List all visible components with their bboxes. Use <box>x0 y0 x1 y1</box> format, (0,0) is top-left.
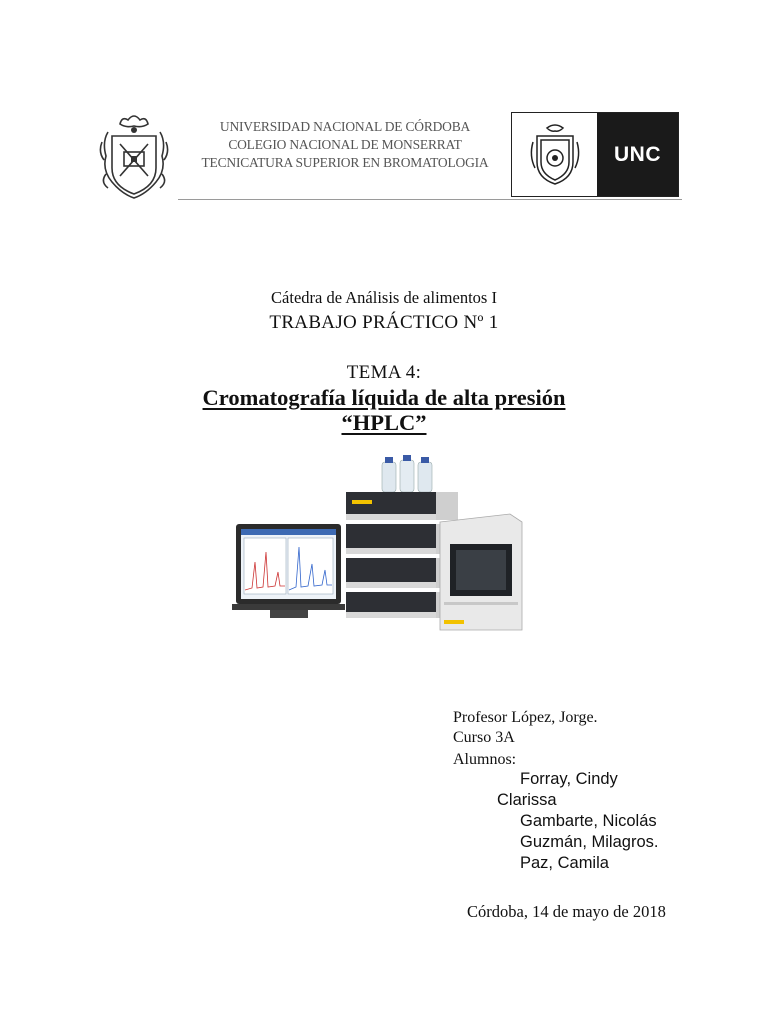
student-name: Gambarte, Nicolás <box>520 812 657 830</box>
unc-black-panel <box>597 113 678 196</box>
colegio-crest-logo <box>98 112 170 200</box>
header-divider <box>178 199 682 200</box>
date-line: Córdoba, 14 de mayo de 2018 <box>467 902 666 921</box>
hplc-equipment-image <box>230 452 530 637</box>
unc-logo-text: UNC <box>614 142 661 166</box>
institution-line-colegio: COLEGIO NACIONAL DE MONSERRAT <box>228 137 462 152</box>
tema-line: TEMA 4: <box>346 362 422 383</box>
curso-line: Curso 3A <box>453 729 515 746</box>
institution-line-tecnicatura: TECNICATURA SUPERIOR EN BROMATOLOGIA <box>201 155 489 170</box>
alumnos-label: Alumnos: <box>453 751 517 768</box>
unc-logo <box>511 112 679 197</box>
profesor-line: Profesor López, Jorge. <box>453 709 598 726</box>
student-name: Clarissa <box>497 791 557 809</box>
main-title-acronym-text: “HPLC” <box>341 410 427 435</box>
trabajo-practico-line: TRABAJO PRÁCTICO Nº 1 <box>269 312 499 333</box>
monitor-illustration <box>232 524 345 618</box>
unc-crest-icon <box>527 122 583 188</box>
unc-crest-area <box>512 113 597 196</box>
catedra-line: Cátedra de Análisis de alimentos I <box>271 288 497 307</box>
main-title-text: Cromatografía líquida de alta presión <box>202 385 566 410</box>
student-name: Guzmán, Milagros. <box>520 833 659 851</box>
solvent-bottles <box>382 455 432 492</box>
institution-block <box>180 118 510 172</box>
student-name: Paz, Camila <box>520 854 609 872</box>
main-title-acronym <box>0 410 768 436</box>
institution-line-university: UNIVERSIDAD NACIONAL DE CÓRDOBA <box>219 119 471 134</box>
main-title <box>0 385 768 411</box>
autosampler-module <box>440 514 522 630</box>
student-name: Forray, Cindy <box>520 770 618 788</box>
